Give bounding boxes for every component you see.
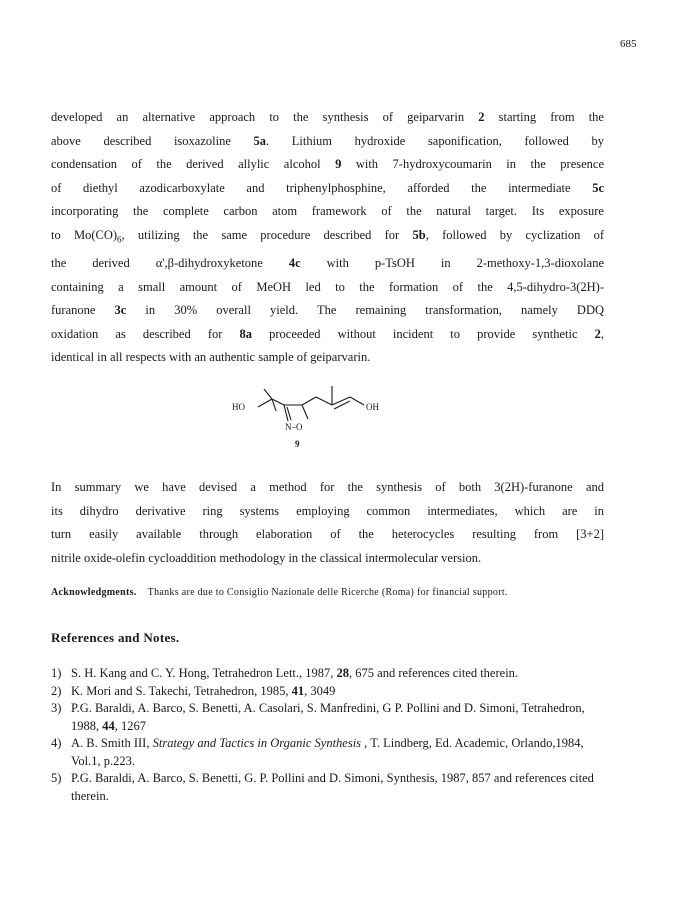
text-line: containing a small amount of MeOH led to the formation of the 4,5-dihydro-3(2H)- bbox=[51, 279, 604, 294]
reference-number: 4) bbox=[51, 736, 62, 750]
text-line: identical in all respects with an authentic sample of geiparvarin. bbox=[51, 350, 371, 365]
compound-ref: 3c bbox=[114, 303, 127, 318]
page-number: 685 bbox=[620, 38, 637, 50]
text-line: incorporating the complete carbon atom framework of the natural target. Its exposure bbox=[51, 204, 604, 219]
hydroxyl-label-right: OH bbox=[366, 402, 379, 412]
compound-ref: 5a bbox=[253, 133, 266, 148]
reference-text: P.G. Baraldi, A. Barco, S. Benetti, G. P. Pollini and D. Simoni, Synthesis, 1987, 857 and references cited therein. bbox=[71, 771, 594, 803]
text-line: the derived α',β-dihydroxyketone 4c with p-TsOH in 2-methoxy-1,3-dioxolane bbox=[51, 256, 604, 271]
text-line: nitrile oxide-olefin cycloaddition methodology in the classical intermolecular version. bbox=[51, 550, 482, 565]
text-line: its dihydro derivative ring systems employing common intermediates, which are in bbox=[51, 503, 604, 518]
text-line: above described isoxazoline 5a. Lithium hydroxide saponification, followed by bbox=[51, 133, 604, 148]
reference-item bbox=[51, 665, 604, 683]
compound-number: 9 bbox=[295, 439, 300, 449]
compound-ref: 44 bbox=[102, 718, 115, 733]
text-line: of diethyl azodicarboxylate and triphenylphosphine, afforded the intermediate 5c bbox=[51, 180, 604, 195]
acknowledgments bbox=[51, 584, 604, 601]
text-line: condensation of the derived allylic alcohol 9 with 7-hydroxycoumarin in the presence bbox=[51, 157, 605, 172]
compound-ref: 5b bbox=[412, 227, 426, 242]
reference-item bbox=[51, 770, 604, 805]
compound-ref: 2 bbox=[478, 110, 485, 124]
compound-ref: 4c bbox=[288, 256, 301, 271]
reference-number: 2) bbox=[51, 683, 62, 698]
subscript: 6 bbox=[117, 234, 122, 245]
compound-9-structure bbox=[228, 383, 428, 458]
compound-ref: 28 bbox=[336, 666, 350, 680]
compound-ref: 9 bbox=[335, 157, 342, 172]
compound-ref: 5c bbox=[592, 180, 604, 195]
compound-ref: 41 bbox=[291, 683, 305, 698]
references-heading: References and Notes. bbox=[51, 630, 180, 645]
text-line: In summary we have devised a method for the synthesis of both 3(2H)-furanone and bbox=[51, 480, 604, 494]
body-paragraph-1 bbox=[51, 106, 604, 370]
italic-title: Strategy and Tactics in Organic Synthesis bbox=[152, 736, 362, 750]
acknowledgments-label: Acknowledgments. bbox=[51, 587, 137, 598]
reference-number: 1) bbox=[51, 666, 62, 680]
acknowledgments-text: Thanks are due to Consiglio Nazionale delle Ricerche (Roma) for financial support. bbox=[147, 587, 508, 598]
reference-text: S. H. Kang and C. Y. Hong, Tetrahedron Lett., 1987, 28, 675 and references cited therein. bbox=[71, 666, 519, 680]
text-line: developed an alternative approach to the synthesis of geiparvarin 2 starting from the bbox=[51, 110, 604, 124]
n-o-label: N–O bbox=[285, 422, 303, 432]
reference-text: A. B. Smith III, Strategy and Tactics in Organic Synthesis , T. Lindberg, Ed. Academic, Orlando,1984, Vol.1, p.223. bbox=[71, 736, 584, 768]
reference-text: K. Mori and S. Takechi, Tetrahedron, 1985, 41, 3049 bbox=[71, 683, 336, 698]
reference-item bbox=[51, 735, 604, 770]
reference-item bbox=[51, 683, 604, 701]
text-line: oxidation as described for 8a proceeded without incident to provide synthetic 2, bbox=[51, 326, 604, 341]
reference-list bbox=[51, 665, 604, 805]
hydroxyl-label-left: HO bbox=[232, 402, 245, 412]
body-paragraph-2 bbox=[51, 476, 604, 570]
structure-figure bbox=[228, 383, 428, 458]
reference-number: 3) bbox=[51, 701, 62, 715]
reference-number: 5) bbox=[51, 771, 62, 785]
text-line: turn easily available through elaboration of the heterocycles resulting from [3+2] bbox=[51, 527, 604, 542]
reference-item bbox=[51, 700, 604, 735]
compound-ref: 2 bbox=[594, 326, 601, 341]
text-line: to $Mo(CO)_6$, utilizing the same procedure described for 5b, followed by cyclization of bbox=[51, 227, 604, 245]
reference-text: P.G. Baraldi, A. Barco, S. Benetti, A. Casolari, S. Manfredini, G P. Pollini and D. Simoni, Tetrahedron, 1988, 44, 1267 bbox=[71, 701, 585, 733]
text-line: furanone 3c in 30% overall yield. The remaining transformation, namely DDQ bbox=[51, 303, 605, 318]
compound-ref: 8a bbox=[239, 326, 253, 341]
